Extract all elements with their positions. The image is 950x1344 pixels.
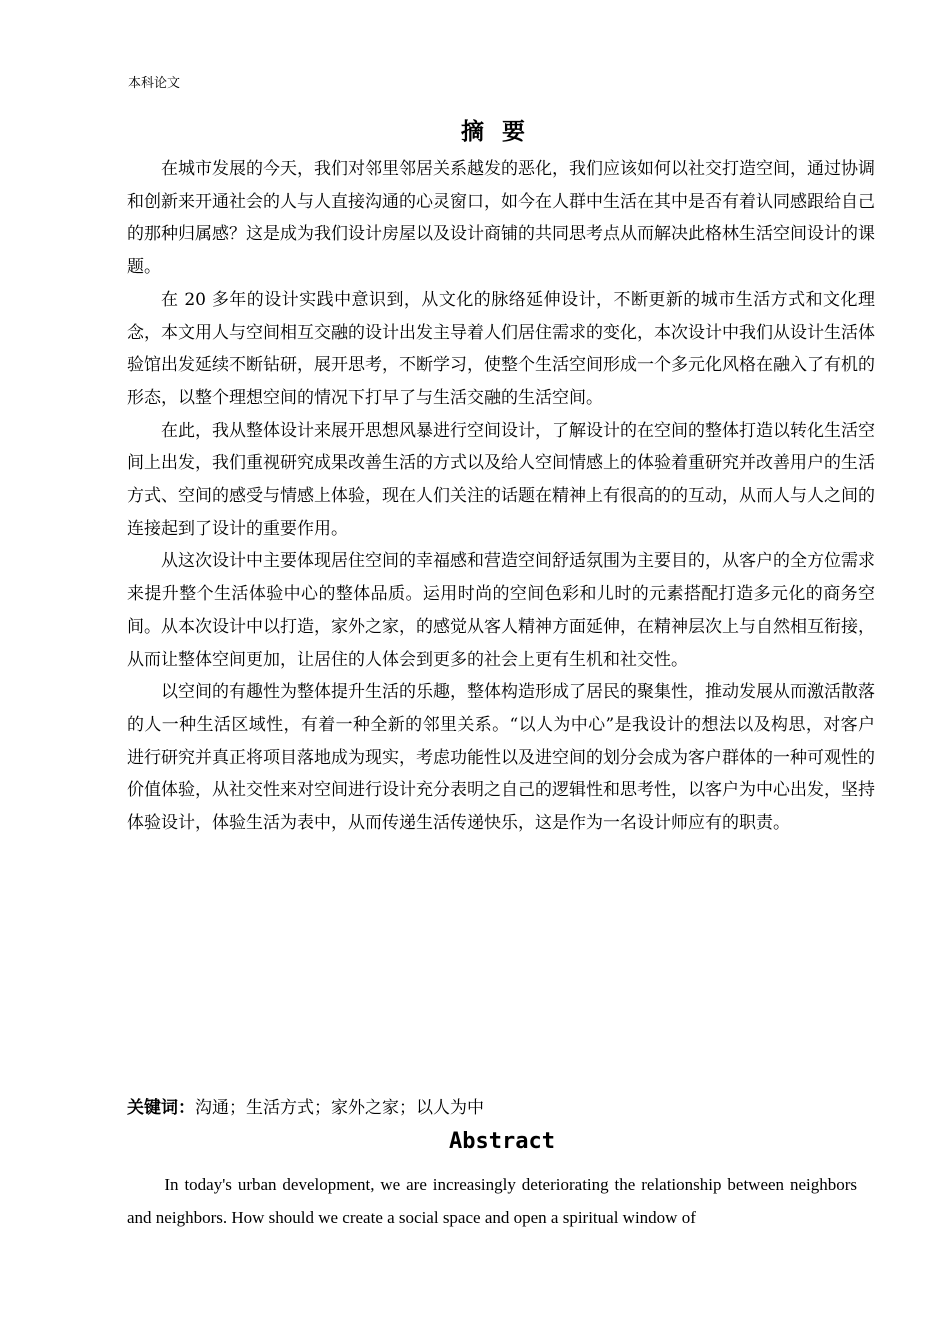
paragraph: 从这次设计中主要体现居住空间的幸福感和营造空间舒适氛围为主要目的，从客户的全方位需求来提升整个生活体验中心的整体品质。运用时尚的空间色彩和儿时的元素搭配打造多元化的商务空间。从本次设计中以打造，家外之家，的感觉从客人精神方面延伸，在精神层次上与自然相互衔接，从而让整体空间更加，让居住的人体会到更多的社会上更有生机和社交性。 [127,551,875,670]
paragraph: In today's urban development, we are increasingly deteriorating the relationship between neighbors and neighbors. How should we create a social space and open a spiritual window of [127,1175,857,1227]
abstract-title-cn: 摘要 [461,119,543,145]
paragraph: 在此，我从整体设计来展开思想风暴进行空间设计，了解设计的在空间的整体打造以转化生活空间上出发，我们重视研究成果改善生活的方式以及给人空间情感上的体验着重研究并改善用户的生活方式、空间的感受与情感上体验，现在人们关注的话题在精神上有很高的的互动，从而人与人之间的连接起到了设计的重要作用。 [127,420,875,539]
abstract-body-en [127,1169,857,1234]
paragraph: 在城市发展的今天，我们对邻里邻居关系越发的恶化，我们应该如何以社交打造空间，通过协调和创新来开通社会的人与人直接沟通的心灵窗口，如今在人群中生活在其中是否有着认同感跟给自己的那种归属感？这是成为我们设计房屋以及设计商铺的共同思考点从而解决此格林生活空间设计的课题。 [127,159,875,278]
paragraph: 在 20 多年的设计实践中意识到，从文化的脉络延伸设计，不断更新的城市生活方式和文化理念，本文用人与空间相互交融的设计出发主导着人们居住需求的变化，本次设计中我们从设计生活体验馆出发延续不断钻研，展开思考，不断学习，使整个生活空间形成一个多元化风格在融入了有机的形态，以整个理想空间的情况下打早了与生活交融的生活空间。 [127,289,875,408]
keywords-text: 沟通；生活方式；家外之家；以人为中 [195,1098,484,1118]
abstract-title-en: Abstract [449,1129,555,1154]
keywords-line [127,1093,875,1123]
paragraph: 以空间的有趣性为整体提升生活的乐趣，整体构造形成了居民的聚集性，推动发展从而激活散落的人一种生活区域性，有着一种全新的邻里关系。“以人为中心”是我设计的想法以及构思，对客户进行研究并真正将项目落地成为现实，考虑功能性以及进空间的划分会成为客户群体的一种可观性的价值体验，从社交性来对空间进行设计充分表明之自己的逻辑性和思考性，以客户为中心出发，坚持体验设计，体验生活为表中，从而传递生活传递快乐，这是作为一名设计师应有的职责。 [127,682,875,834]
abstract-body-cn [127,153,875,840]
keywords-label: 关键词： [127,1098,195,1118]
header-label: 本科论文 [128,76,181,91]
